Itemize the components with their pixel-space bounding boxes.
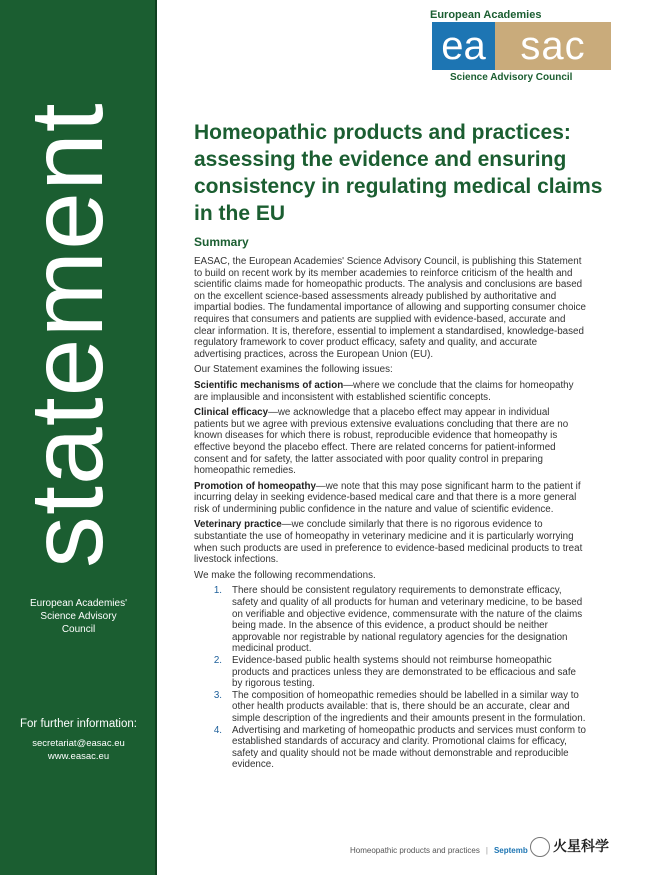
org-line-1: European Academies' — [30, 598, 127, 609]
rec-text: The composition of homeopathic remedies should be labelled in a similar way to other health products available: that is, there should be an accurate, clear and simple description of the ingredients and their amounts present in the formulation. — [232, 689, 586, 724]
document-title: Homeopathic products and practices: assessing the evidence and ensuring consistency in regulating medical claims in the EU — [194, 121, 603, 225]
issue-text: —where we conclude that the claims for homeopathy are implausible and inconsistent with established scientific concepts. — [194, 379, 574, 403]
issue-label: Scientific mechanisms of action — [194, 379, 344, 391]
issue-label: Veterinary practice — [194, 519, 282, 531]
sidebar — [0, 0, 157, 875]
issue-text: —we acknowledge that a placebo effect may appear in individual patients but we agree with previous extensive evaluations concluding that there are no known diseases for which there is robust, reproducible evidence that homeopathy is effective beyond the placebo effect. There are related concerns for patient-informed consent and for safety, the latter associated with poor quality control in preparing homeopathic remedies. — [194, 407, 569, 477]
org-name — [0, 597, 157, 636]
content-body — [194, 256, 586, 771]
easac-logo — [432, 22, 611, 70]
footer-separator: | — [485, 846, 488, 855]
rec-text: Evidence-based public health systems should not reimburse homeopathic products and practices unless they are demonstrated to be efficacious and safe by rigorous testing. — [232, 655, 577, 690]
recommendation-item — [194, 725, 586, 771]
footer-title: Homeopathic products and practices — [350, 846, 480, 855]
statement-vertical-word: statement — [9, 102, 125, 568]
recommendations-lead: We make the following recommendations. — [194, 569, 376, 581]
recommendations-list — [194, 585, 586, 771]
issue-label: Promotion of homeopathy — [194, 480, 316, 492]
page-footer — [350, 846, 528, 855]
recommendation-item — [194, 690, 586, 725]
rec-text: There should be consistent regulatory requirements to demonstrate efficacy, safety and quality of all products for human and veterinary medicine, to be based on verifiable and objective evidence, commensurate with the nature of the claims being made. In the absence of this evidence, a product should be neither approvable nor registrable by national regulatory agencies for the designation medicinal product. — [232, 585, 583, 655]
recommendation-item — [194, 655, 586, 690]
issue-label: Clinical efficacy — [194, 407, 269, 419]
rec-number: 2. — [213, 655, 222, 666]
rec-text: Advertising and marketing of homeopathic products and services must conform to established standards of accuracy and clarity. Promotional claims for efficacy, safety and quality should not be made without demonstrable and reproducible evidence. — [232, 724, 586, 771]
rec-number: 4. — [213, 724, 222, 736]
contact-email[interactable]: secretariat@easac.eu — [32, 738, 125, 749]
rec-number: 1. — [213, 585, 222, 597]
contact-website[interactable]: www.easac.eu — [47, 751, 110, 762]
logo-sac: sac — [495, 22, 611, 70]
org-line-3: Council — [61, 624, 96, 635]
issue-item — [194, 380, 586, 403]
issue-text: —we note that this may pose significant harm to the patient if incurring delay in seeking evidence-based medical care and that there is a more general risk of undermining public confidence in the nature and value of scientific evidence. — [194, 480, 581, 515]
intro-paragraph: EASAC, the European Academies' Science Advisory Council, is publishing this Statement to build on recent work by its member academies to reinforce criticism of the health and scientific claims made for homeopathic products. The analysis and conclusions are based on the excellent science-based assessments already published by authoritative and impartial bodies. The fundamental importance of allowing and supporting consumer choice requires that consumers and patients are supplied with evidence-based, accurate and clear information. It is, therefore, essential to implement a standardised, knowledge-based regulatory framework to cover product efficacy, safety and quality, and accurate advertising practices, across the European Union (EU). — [194, 256, 586, 360]
rec-number: 3. — [213, 689, 222, 701]
watermark — [530, 836, 609, 857]
logo-ea: ea — [432, 22, 495, 70]
logo-top-text: European Academies — [430, 9, 542, 21]
issues-lead: Our Statement examines the following issues: — [194, 364, 393, 376]
summary-heading: Summary — [194, 235, 249, 249]
further-info-heading: For further information: — [20, 718, 137, 730]
issue-item — [194, 407, 586, 477]
footer-date: Septemb — [493, 846, 528, 855]
logo-bottom-text: Science Advisory Council — [450, 72, 573, 83]
issue-text: —we conclude similarly that there is no rigorous evidence to substantiate the use of homeopathy in veterinary medicine and it is particularly worrying when such products are used in preference to evidence-based medicinal products to treat livestock infections. — [194, 519, 583, 566]
org-line-2: Science Advisory — [40, 611, 117, 622]
issue-item — [194, 481, 586, 516]
watermark-text: 火星科学 — [553, 838, 609, 854]
wechat-icon — [530, 837, 550, 857]
recommendation-item — [194, 585, 586, 655]
issue-item — [194, 519, 586, 565]
